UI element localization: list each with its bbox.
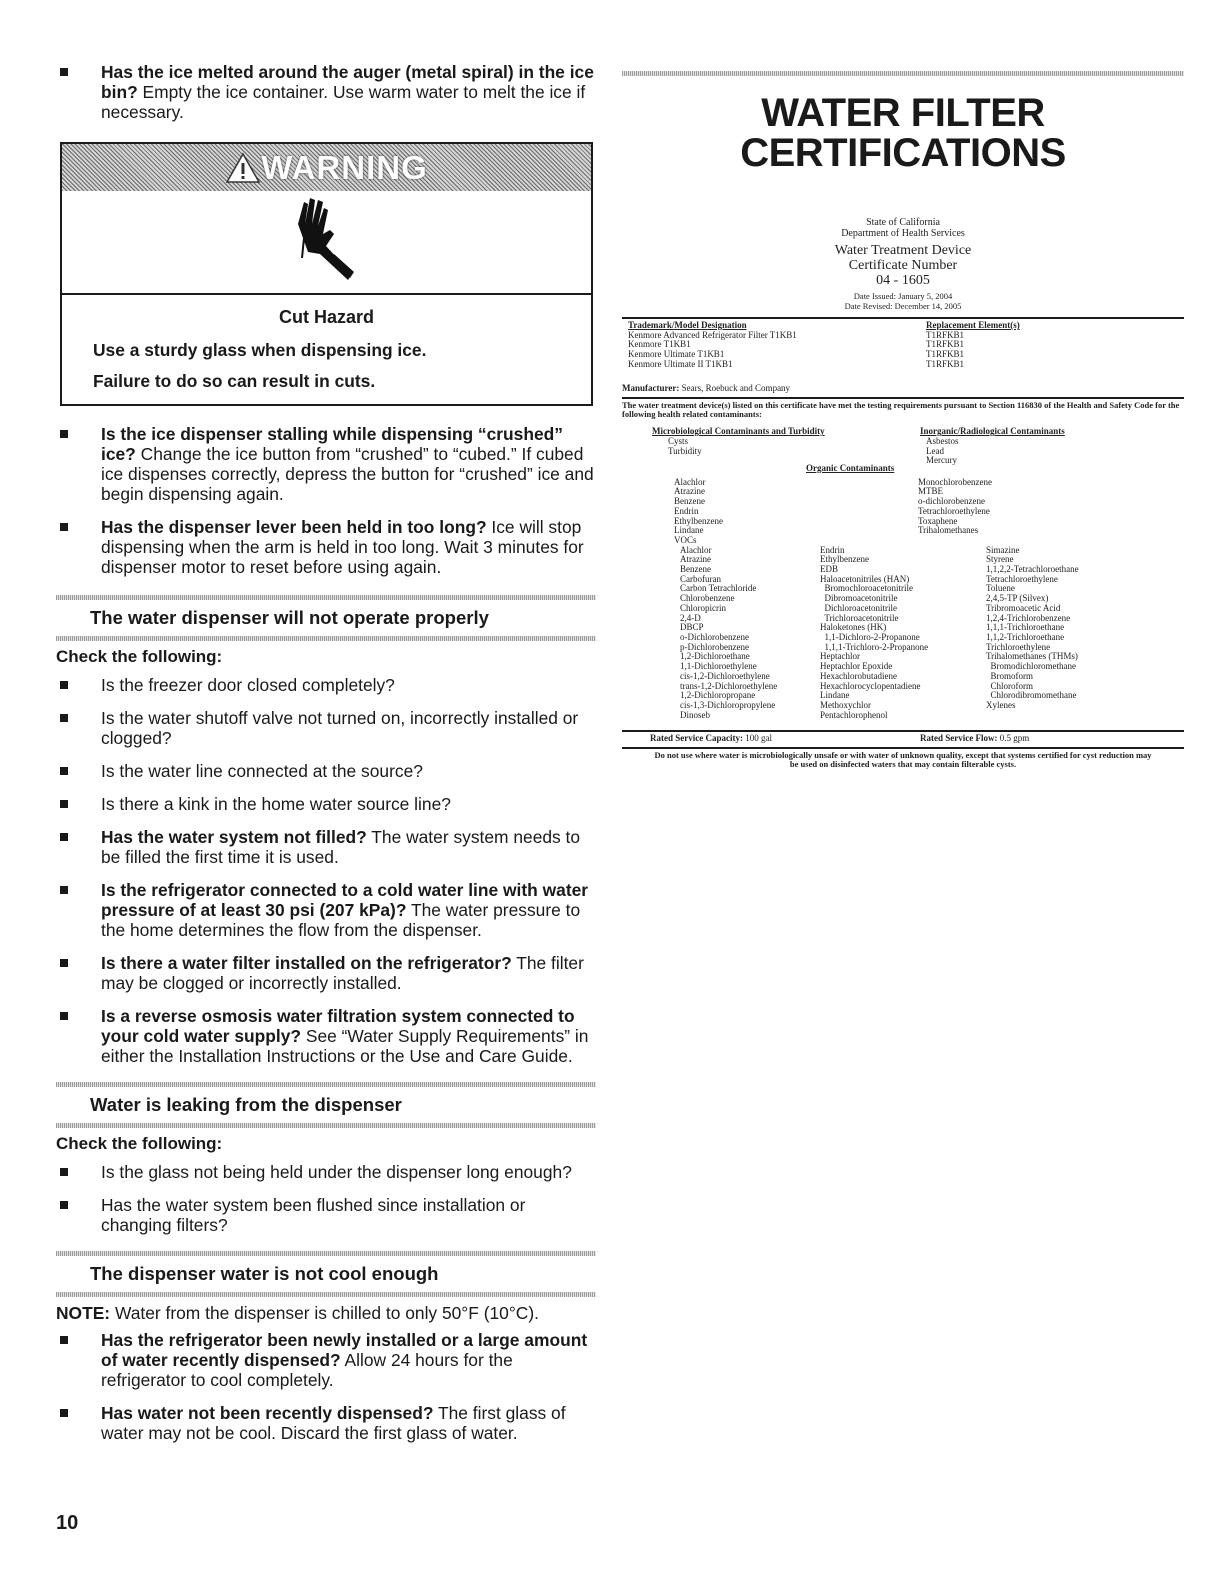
cut-hazard-picture — [62, 191, 591, 295]
contaminant: Bromochloroacetonitrile — [820, 583, 913, 594]
list-item — [56, 880, 596, 940]
check-heading: Check the following: — [56, 1134, 223, 1153]
warning-triangle-icon — [225, 152, 261, 184]
elements-list — [926, 331, 1020, 370]
contaminant: p-Dichlorobenzene — [680, 641, 749, 652]
contaminant: 1,2,4-Trichlorobenzene — [986, 612, 1071, 623]
model-name: Kenmore T1KB1 — [628, 339, 691, 350]
models-list — [628, 331, 926, 370]
cert-department: Department of Health Services — [841, 228, 965, 239]
contaminant: Ethylbenzene — [820, 554, 869, 565]
flow-label: Rated Service Flow: — [920, 733, 998, 744]
element-name: T1RFKB1 — [926, 349, 965, 360]
warning-line: Failure to do so can result in cuts. — [93, 371, 376, 391]
section-title: Water is leaking from the dispenser — [90, 1094, 402, 1115]
elements-header: Replacement Element(s) — [926, 320, 1020, 330]
contaminant: Lindane — [674, 525, 704, 536]
organic-list-right — [918, 478, 992, 546]
cert-number-label: Certificate Number — [848, 258, 958, 273]
list-item — [56, 517, 596, 577]
bullet-icon — [60, 833, 68, 841]
section-title: The dispenser water is not cool enough — [90, 1263, 439, 1284]
hazard-title: Cut Hazard — [278, 307, 374, 327]
manufacturer-name: Sears, Roebuck and Company — [679, 382, 791, 393]
micro-list — [652, 437, 920, 456]
cert-device: Water Treatment Device — [834, 243, 972, 258]
bullet-icon — [60, 1168, 68, 1176]
list-item — [56, 794, 596, 814]
warning-title: WARNING — [261, 148, 428, 186]
model-name: Kenmore Ultimate II T1KB1 — [628, 358, 733, 369]
capacity-value: 100 gal — [742, 733, 772, 744]
organic-header: Organic Contaminants — [806, 463, 895, 474]
bullet-icon — [60, 1012, 68, 1020]
contaminant: Dinoseb — [680, 709, 710, 720]
item-question: Has the ice melted around the auger (metal spiral) in the ice bin? — [101, 62, 594, 102]
section-list — [56, 675, 596, 1066]
flow-value: 0.5 gpm — [997, 733, 1030, 744]
contaminant: Dibromoacetonitrile — [820, 593, 898, 604]
item-answer: Empty the ice container. Use warm water to melt the ice if necessary. — [101, 82, 586, 122]
contaminant: Benzene — [674, 496, 705, 507]
inorg-header: Inorganic/Radiological Contaminants — [920, 426, 1065, 437]
element-name: T1RFKB1 — [926, 329, 965, 340]
list-item — [56, 62, 596, 122]
contaminant: Trihalomethanes — [918, 525, 979, 536]
section-not-operating — [56, 595, 596, 1066]
bullet-icon — [60, 1201, 68, 1209]
item-answer: The water system needs to be filled the first time it is used. — [101, 827, 581, 867]
cut-hand-icon — [290, 194, 360, 290]
contaminant: 1,1,2,2-Tetrachloroethane — [986, 564, 1079, 575]
list-item — [56, 1195, 596, 1235]
contaminant: Lead — [926, 445, 944, 456]
item-question: Is there a water filter installed on the refrigerator? — [101, 953, 512, 973]
voc-column — [820, 546, 986, 721]
contaminant: Tribromoacetic Acid — [986, 602, 1061, 613]
model-name: Kenmore Ultimate T1KB1 — [628, 349, 725, 360]
note — [56, 1303, 596, 1324]
warning-header — [62, 144, 591, 191]
certifications-column — [622, 71, 1184, 769]
contaminant: Tetrachloroethylene — [986, 573, 1058, 584]
list-item — [56, 708, 596, 748]
page-number: 10 — [56, 1512, 79, 1534]
list-item — [56, 761, 596, 781]
item-answer: Is the water shutoff valve not turned on, incorrectly installed or clogged? — [101, 708, 579, 748]
contaminant: Bromoform — [986, 670, 1033, 681]
contaminant: Styrene — [986, 554, 1014, 565]
contaminant: Lindane — [820, 690, 850, 701]
contaminant: o-dichlorobenzene — [918, 496, 985, 507]
contaminant: Turbidity — [668, 445, 702, 456]
contaminant: trans-1,2-Dichloroethylene — [680, 680, 778, 691]
section-leaking — [56, 1082, 596, 1235]
contaminant: Trichloroethylene — [986, 641, 1051, 652]
section-list — [56, 1162, 596, 1235]
divider — [622, 317, 1184, 319]
cert-statement: The water treatment device(s) listed on this certificate have met the testing requirements pursuant to Section 116830 of the Health and Safety Code for the following health related contaminants: — [622, 400, 1180, 420]
contaminant: Hexachlorocyclopentadiene — [820, 680, 921, 691]
contaminant: 1,1-Dichloro-2-Propanone — [820, 631, 920, 642]
bullet-icon — [60, 681, 68, 689]
contaminant: cis-1,3-Dichloropropylene — [680, 699, 776, 710]
item-question: Has the water system not filled? — [101, 827, 367, 847]
item-answer: The first glass of water may not be cool. Discard the first glass of water. — [101, 1403, 566, 1443]
bullet-icon — [60, 523, 68, 531]
contaminant: Carbon Tetrachloride — [680, 583, 757, 594]
bullet-icon — [60, 1409, 68, 1417]
contaminant: Bromodichloromethane — [986, 661, 1076, 672]
cert-footer: Do not use where water is microbiologically unsafe or with water of unknown quality, except that systems certified for cyst reduction may be used on disinfected waters that may contain filterable cysts. — [654, 750, 1152, 770]
manufacturer-label: Manufacturer: — [622, 382, 680, 393]
contaminant: Atrazine — [674, 486, 705, 497]
contaminant: Xylenes — [986, 699, 1016, 710]
contaminant: Ethylbenzene — [674, 515, 723, 526]
micro-header: Microbiological Contaminants and Turbidity — [652, 426, 825, 437]
item-answer: The filter may be clogged or incorrectly installed. — [101, 953, 584, 993]
section-title: The water dispenser will not operate properly — [90, 607, 489, 628]
item-answer: The water pressure to the home determines the flow from the dispenser. — [101, 900, 581, 940]
title-line: WATER FILTER — [761, 91, 1045, 135]
divider — [56, 1123, 596, 1128]
contaminant: Alachlor — [680, 544, 712, 555]
contaminant: 2,4-D — [680, 612, 701, 623]
list-item — [56, 424, 596, 504]
contaminant: o-Dichlorobenzene — [680, 631, 749, 642]
contaminant: Haloketones (HK) — [820, 622, 887, 633]
contaminant: Trichloroacetonitrile — [820, 612, 899, 623]
bullet-icon — [60, 800, 68, 808]
contaminant: Monochlorobenzene — [918, 476, 992, 487]
item-answer: Is the glass not being held under the dispenser long enough? — [101, 1162, 572, 1182]
list-item — [56, 675, 596, 695]
contaminant: 1,1,1-Trichloro-2-Propanone — [820, 641, 929, 652]
divider — [56, 636, 596, 641]
item-question: Is the ice dispenser stalling while dispensing “crushed” ice? — [101, 424, 563, 464]
list-item — [56, 1330, 596, 1390]
divider — [622, 71, 1184, 76]
contaminant: Chloroform — [986, 680, 1033, 691]
models-header: Trademark/Model Designation — [628, 320, 747, 330]
model-name: Kenmore Advanced Refrigerator Filter T1KB1 — [628, 329, 797, 340]
section-not-cool — [56, 1251, 596, 1443]
item-answer: Change the ice button from “crushed” to “cubed.” If cubed ice dispenses correctly, depress the button for “crushed” ice and begin dispensing again. — [101, 444, 594, 504]
bullet-icon — [60, 714, 68, 722]
item-answer: Allow 24 hours for the refrigerator to cool completely. — [101, 1350, 513, 1390]
contaminant: Heptachlor Epoxide — [820, 661, 893, 672]
troubleshooting-column-lower — [56, 424, 596, 1456]
contaminant: Dichloroacetonitrile — [820, 602, 897, 613]
note-text: Water from the dispenser is chilled to only 50°F (10°C). — [110, 1303, 539, 1323]
bullet-icon — [60, 68, 68, 76]
item-answer: Ice will stop dispensing when the arm is held in too long. Wait 3 minutes for dispenser motor to reset before using again. — [101, 517, 584, 577]
contaminant: Heptachlor — [820, 651, 860, 662]
item-answer: Is the water line connected at the source? — [101, 761, 423, 781]
contaminant: Endrin — [820, 544, 845, 555]
date-issued: Date Issued: January 5, 2004 — [853, 291, 953, 301]
contaminant: Trihalomethanes (THMs) — [986, 651, 1078, 662]
contaminant: Endrin — [674, 505, 699, 516]
contaminant: Asbestos — [926, 435, 959, 446]
item-question: Has the dispenser lever been held in too long? — [101, 517, 487, 537]
cert-number: 04 - 1605 — [876, 273, 930, 288]
contaminant: Methoxychlor — [820, 699, 871, 710]
troubleshooting-column — [56, 62, 596, 135]
contaminant: VOCs — [674, 534, 697, 545]
certificate — [622, 217, 1184, 769]
contaminant: Chlorodibromomethane — [986, 690, 1077, 701]
list-item — [56, 1006, 596, 1066]
organic-group — [674, 478, 1184, 546]
contaminant: Carbofuran — [680, 573, 721, 584]
bullet-icon — [60, 959, 68, 967]
cert-state: State of California — [866, 217, 940, 228]
contaminant: 1,1,2-Trichloroethane — [986, 631, 1065, 642]
bullet-icon — [60, 767, 68, 775]
contaminant: Atrazine — [680, 554, 711, 565]
contaminant: 1,1-Dichloroethylene — [680, 661, 757, 672]
title-line: CERTIFICATIONS — [740, 131, 1066, 175]
contaminant: Chloropicrin — [680, 602, 726, 613]
warning-box — [60, 142, 593, 406]
contaminant: Haloacetonitriles (HAN) — [820, 573, 910, 584]
contaminant: Toluene — [986, 583, 1015, 594]
organic-list-left — [674, 478, 918, 546]
inorg-list — [920, 437, 1065, 466]
voc-column — [986, 546, 1079, 721]
item-question: Is the refrigerator connected to a cold water line with water pressure of at least 30 psi (207 kPa)? — [101, 880, 589, 920]
page-title — [622, 93, 1184, 173]
item-answer: Has the water system been flushed since installation or changing filters? — [101, 1195, 526, 1235]
rating-row — [650, 734, 1184, 744]
contaminant: Alachlor — [674, 476, 706, 487]
manufacturer — [622, 384, 1184, 394]
bullet-icon — [60, 1336, 68, 1344]
element-name: T1RFKB1 — [926, 339, 965, 350]
item-question: Has the refrigerator been newly installed or a large amount of water recently dispensed? — [101, 1330, 588, 1370]
element-name: T1RFKB1 — [926, 358, 965, 369]
contaminant: Simazine — [986, 544, 1020, 555]
item-question: Is a reverse osmosis water filtration system connected to your cold water supply? — [101, 1006, 575, 1046]
list-item — [56, 953, 596, 993]
item-answer: See “Water Supply Requirements” in either the Installation Instructions or the Use and Care Guide. — [101, 1026, 589, 1066]
divider — [622, 397, 1184, 399]
list-item — [56, 1403, 596, 1443]
date-revised: Date Revised: December 14, 2005 — [844, 301, 962, 311]
contaminant: Hexachlorobutadiene — [820, 670, 897, 681]
note-label: NOTE: — [56, 1303, 111, 1323]
divider — [622, 730, 1184, 732]
contaminant: Pentachlorophenol — [820, 709, 888, 720]
bullet-icon — [60, 886, 68, 894]
contaminant-headers — [652, 427, 1184, 466]
contaminant: 2,4,5-TP (Silvex) — [986, 593, 1049, 604]
capacity-label: Rated Service Capacity: — [650, 733, 743, 744]
contaminant: DBCP — [680, 622, 704, 633]
contaminant: 1,2-Dichloropropane — [680, 690, 756, 701]
contaminant: MTBE — [918, 486, 944, 497]
item-question: Has water not been recently dispensed? — [101, 1403, 434, 1423]
bullet-icon — [60, 430, 68, 438]
item-answer: Is the freezer door closed completely? — [101, 675, 395, 695]
contaminant: Cysts — [668, 435, 689, 446]
voc-table — [662, 546, 1184, 721]
divider — [622, 747, 1184, 749]
section-list — [56, 1330, 596, 1443]
contaminant: Mercury — [926, 455, 957, 466]
contaminant: 1,1,1-Trichloroethane — [986, 622, 1065, 633]
contaminant: EDB — [820, 564, 838, 575]
item-answer: Is there a kink in the home water source line? — [101, 794, 451, 814]
contaminant: cis-1,2-Dichloroethylene — [680, 670, 770, 681]
warning-line: Use a sturdy glass when dispensing ice. — [93, 340, 427, 360]
divider — [56, 1292, 596, 1297]
list-item — [56, 827, 596, 867]
contaminant: Benzene — [680, 564, 711, 575]
model-table — [628, 321, 1184, 370]
contaminant: Chlorobenzene — [680, 593, 735, 604]
list-item — [56, 1162, 596, 1182]
voc-column — [662, 546, 820, 721]
contaminant: Toxaphene — [918, 515, 958, 526]
contaminant: Tetrachloroethylene — [918, 505, 990, 516]
check-heading: Check the following: — [56, 647, 223, 666]
contaminant: 1,2-Dichloroethane — [680, 651, 750, 662]
